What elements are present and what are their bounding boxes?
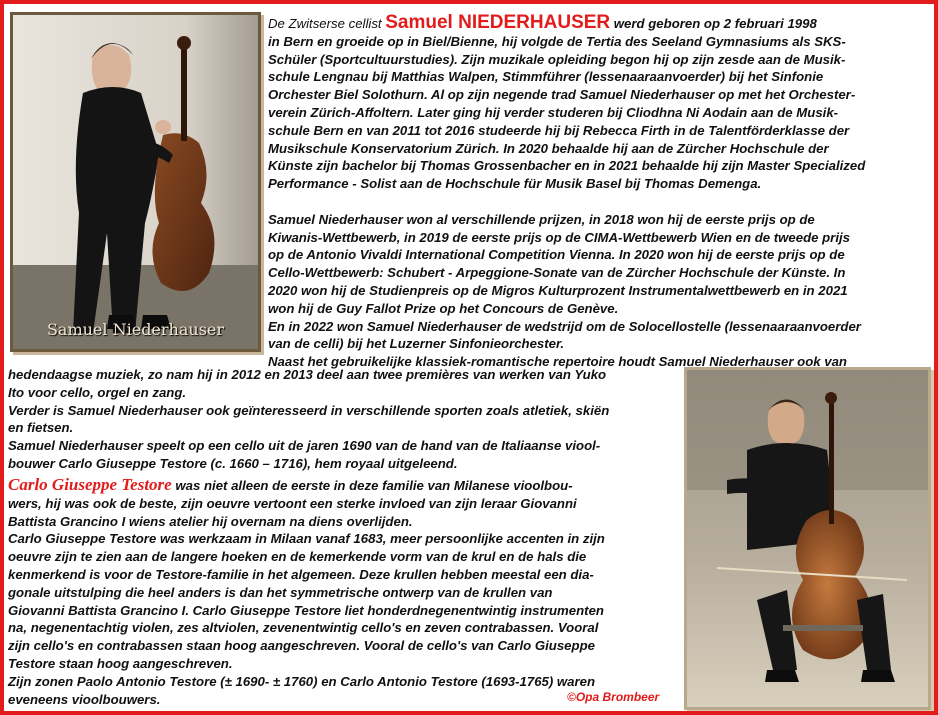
photo-standing-cellist [10,12,261,352]
testore-intro-suffix: was niet alleen de eerste in deze familie van Milanese vioolbou- [171,478,573,493]
testore-line: zijn cello's en contrabassen staan hoog aangeschreven. Vooral de cello's van Carlo Giuseppe [8,638,595,654]
prizes-line: Cello-Wettbewerb: Schubert - Arpeggione-Sonate van de Zürcher Hochschule der Künste. In [268,265,846,281]
bio-line: Performance - Solist aan de Hochschule für Musik Basel bij Thomas Demenga. [268,176,762,192]
photo-standing-cellist-image [13,15,258,349]
prizes-line: van de celli) bij het Luzerner Sinfonieorchester. [268,336,565,352]
repertoire-line: hedendaagse muziek, zo nam hij in 2012 en 2013 deel aan twee premières van werken van Yuko [8,367,607,382]
testore-name-highlight: Carlo Giuseppe Testore [8,475,172,494]
prizes-line: 2020 won hij de Studienpreis op de Migros Kulturprozent Instrumentalwettbewerb en in 2021 [268,282,848,298]
prizes-line: won hij de Guy Fallot Prize op het Concours de Genève. [268,300,619,316]
bio-line: Künste zijn bachelor bij Thomas Grossenbacher en in 2021 behaalde hij zijn Master Specialized [268,158,866,174]
testore-line: eveneens vioolbouwers. [8,691,161,707]
testore-line: Zijn zonen Paolo Antonio Testore (± 1690- ± 1760) en Carlo Antonio Testore (1693-1765) waren [8,673,596,689]
prizes-line: En in 2022 won Samuel Niederhauser de wedstrijd om de Solocellostelle (lessenaaraanvoerder [268,318,861,334]
copyright-signature: ©Opa Brombeer [567,690,660,704]
top-text-block [268,14,865,371]
prizes-line: op de Antonio Vivaldi International Competition Vienna. In 2020 won hij de eerste prijs op de [268,247,845,263]
testore-line: kenmerkend is voor de Testore-familie in het algemeen. Deze krullen hebben meestal een dia- [8,566,594,582]
paragraph-gap [268,193,865,211]
intro-suffix: werd geboren op 2 februari 1998 [610,16,817,31]
prizes-line: Samuel Niederhauser won al verschillende prijzen, in 2018 won hij de eerste prijs op de [268,211,815,227]
photo-seated-cellist-image [687,370,928,707]
testore-line: Battista Grancino I wiens atelier hij overnam na diens overlijden. [8,513,413,529]
bio-line: verein Zürich-Affoltern. Later ging hij verder studeren bij Cliodhna Ni Aodain aan de Musik- [268,104,839,120]
testore-line: Testore staan hoog aangeschreven. [8,655,233,671]
repertoire-line: Ito voor cello, orgel en zang. [8,384,187,400]
testore-line: Carlo Giuseppe Testore was werkzaam in Milaan vanaf 1683, meer persoonlijke accenten in zijn [8,531,605,547]
cello-line: Samuel Niederhauser speelt op een cello uit de jaren 1690 van de hand van de Italiaanse viool- [8,438,601,454]
intro-prefix: De Zwitserse cellist [268,16,386,31]
middle-text-block [8,366,609,473]
bio-line: Orchester Biel Solothurn. Al op zijn negende trad Samuel Niederhauser op met het Orchester- [268,87,856,103]
bio-line: in Bern en groeide op in Biel/Bienne, hij volgde de Tertia des Seeland Gymnasiums als SKS- [268,33,846,49]
sports-line: Verder is Samuel Niederhauser ook geïnteresseerd in verschillende sporten zoals atletiek, skiën [8,402,610,418]
bio-line: schule Bern en van 2011 tot 2016 studeerde hij bij Rebecca Firth in de Talentförderklasse der [268,122,850,138]
testore-line: na, negenentachtig violen, zes altviolen, zevenentwintig cello's en zeven contrabassen. Vooral [8,620,599,636]
photo-caption: Samuel Niederhauser [46,320,225,339]
bio-line: Schüler (Sportcultuurstudies). Zijn muzikale opleiding begon hij op zijn zesde aan de Musik- [268,51,846,67]
cellist-name-highlight: Samuel NIEDERHAUSER [385,12,611,33]
testore-line: Giovanni Battista Grancino I. Carlo Giuseppe Testore liet honderdnegenentwintig instrumenten [8,602,604,618]
testore-line: oeuvre zijn te zien aan de langere hoeken en de kemerkende vorm van de krul en de hals die [8,549,587,565]
bio-line: schule Lengnau bij Matthias Walpen, Stimmführer (lessenaaraanvoerder) bij het Sinfonie [268,69,824,85]
testore-intro-line [8,476,605,495]
testore-text-block [8,476,605,708]
photo-seated-cellist [684,367,931,710]
testore-line: wers, hij was ook de beste, zijn oeuvre vertoont een sterke invloed van zijn leraar Giovanni [8,495,577,511]
cello-line: bouwer Carlo Giuseppe Testore (c. 1660 – 1716), hem royaal uitgeleend. [8,455,458,471]
prizes-line: Kiwanis-Wettbewerb, in 2019 de eerste prijs op de CIMA-Wettbewerb Wien en de tweede prijs [268,229,850,245]
intro-line [268,14,865,33]
testore-line: gonale uitstulping die heel anders is dan het symmetrische ontwerp van de krullen van [8,584,553,600]
bio-line: Musikschule Konservatorium Zürich. In 2020 behaalde hij aan de Zürcher Hochschule der [268,140,829,156]
repertoire-line: Naast het gebruikelijke klassiek-romantische repertoire houdt Samuel Niederhauser ook van [268,354,847,370]
sports-line: en fietsen. [8,420,74,436]
